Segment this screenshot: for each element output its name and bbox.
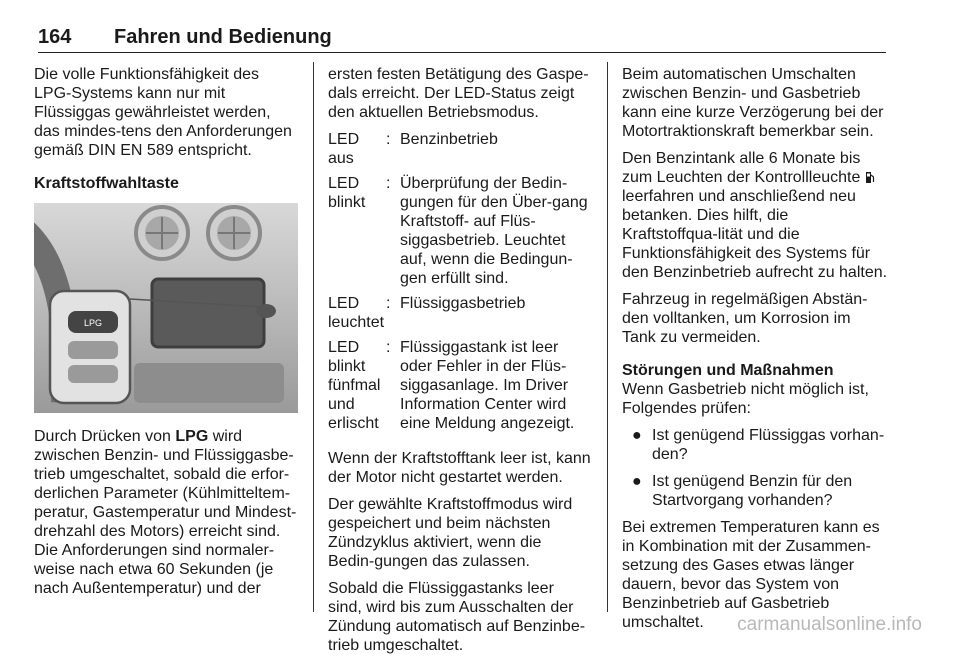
table-row: LED aus : Benzinbetrieb (328, 130, 592, 174)
center-console (134, 363, 284, 403)
page-header (38, 22, 886, 53)
list-item: ● Ist genügend Benzin für den Startvorgang vorhanden? (632, 473, 853, 509)
fuel-pump-icon (865, 170, 875, 184)
air-vent-left (136, 207, 188, 259)
chapter-title: Fahren und Bedienung (114, 26, 332, 48)
regular-refuel-paragraph: Fahrzeug in regelmäßigen Abstän-den volltanken, um Korrosion im Tank zu vermeiden. (622, 291, 868, 346)
empty-tank-paragraph: Wenn der Kraftstofftank leer ist, kann der Motor nicht gestartet werden. (328, 450, 591, 486)
led-status-table (328, 130, 592, 439)
bullet-icon: ● (632, 427, 642, 444)
led-meaning: Flüssiggasbetrieb (400, 295, 526, 312)
led-meaning: Überprüfung der Bedin-gungen für den Über-gang Kraftstoff- auf Flüs-siggasbetrieb. Leuchtet auf, wenn die Bedingun-gen erfüllt sind. (400, 175, 588, 287)
table-row: LED blinkt : Überprüfung der Bedin-gungen für den Über-gang Kraftstoff- auf Flüs-siggasbetrieb. Leuchtet auf, wenn die Bedingun-gen erfüllt sind. (328, 174, 592, 294)
troubleshooting-heading: Störungen und Maßnahmen (622, 362, 834, 379)
lpg-press-paragraph: Durch Drücken von LPG wird zwischen Benzin- und Flüssiggasbe-trieb umgeschaltet, sobald die erfor-derlichen Parameter (Kühlmitteltem-peratur, Gastemperatur und Mindest-drehzahl des Motors) erreicht sind. Die Anforderungen sind normaler-weise nach etwa 60 Sekunden (je nach Außentemperatur) und der (34, 428, 297, 597)
column-divider-2 (607, 62, 608, 612)
led-meaning: Flüssiggastank ist leer oder Fehler in der Flüs-siggasanlage. Im Driver Information Center wird eine Meldung angezeigt. (400, 339, 575, 432)
lpg-key-label: LPG (175, 428, 209, 445)
column-1 (34, 65, 300, 606)
dashboard-illustration (34, 203, 298, 413)
extreme-temp-paragraph: Bei extremen Temperaturen kann es in Kombination mit der Zusammen-setzung des Gases etwas länger dauern, bevor das System von Benzinbetrieb auf Gasbetrieb umschaltet. (622, 519, 880, 631)
column-3 (622, 65, 888, 640)
watermark: carmanualsonline.info (737, 614, 922, 635)
check-list (622, 426, 888, 510)
led-state: LED leuchtet (328, 295, 385, 331)
infotainment-screen (152, 279, 264, 347)
switch-icon-3 (68, 365, 118, 383)
led-meaning: Benzinbetrieb (400, 131, 498, 148)
led-state: LED blinkt (328, 175, 366, 211)
switch-delay-paragraph: Beim automatischen Umschalten zwischen Benzin- und Gasbetrieb kann eine kurze Verzögerung bei der Motortraktionskraft bemerkbar sein. (622, 66, 884, 140)
led-status-intro: ersten festen Betätigung des Gaspe-dals erreicht. Der LED-Status zeigt den aktuellen Betriebsmodus. (328, 66, 589, 121)
switch-icon-2 (68, 341, 118, 359)
table-row: LED leuchtet : Flüssiggasbetrieb (328, 294, 592, 338)
petrol-tank-paragraph: Den Benzintank alle 6 Monate bis zum Leuchten der Kontrollleuchte leerfahren und anschließend neu betanken. Dies hilft, die Kraftstoffqua-lität und die Funktionsfähigkeit des Systems für den Benzinbetrieb aufrecht zu halten. (622, 150, 888, 281)
column-2 (328, 65, 592, 663)
list-item: ● Ist genügend Flüssiggas vorhan-den? (632, 427, 885, 463)
page-number: 164 (38, 26, 72, 48)
column-divider-1 (313, 62, 314, 612)
led-state: LED aus (328, 131, 360, 167)
air-vent-right (208, 207, 260, 259)
mode-saved-paragraph: Der gewählte Kraftstoffmodus wird gespeichert und beim nächsten Zündzyklus aktiviert, wenn die Bedin-gungen das zulassen. (328, 496, 573, 570)
lpg-intro-paragraph: Die volle Funktionsfähigkeit des LPG-Systems kann nur mit Flüssiggas gewährleistet werden, das mindes-tens den Anforderungen gemäß DIN EN 589 entspricht. (34, 66, 292, 159)
table-row: LED blinkt fünfmal und erlischt : Flüssiggastank ist leer oder Fehler in der Flüs-siggasanlage. Im Driver Information Center wird eine Meldung angezeigt. (328, 338, 592, 439)
fuel-selector-heading: Kraftstoffwahltaste (34, 175, 179, 192)
lpg-empty-paragraph: Sobald die Flüssiggastanks leer sind, wird bis zum Ausschalten der Zündung automatisch auf Benzinbe-trieb umgeschaltet. (328, 580, 586, 654)
bullet-icon: ● (632, 473, 642, 490)
lpg-button-photo (34, 203, 298, 413)
gas-not-possible-paragraph: Wenn Gasbetrieb nicht möglich ist, Folgendes prüfen: (622, 381, 869, 417)
lpg-switch-label: LPG (83, 318, 103, 328)
led-state: LED blinkt fünfmal und erlischt (328, 339, 381, 432)
